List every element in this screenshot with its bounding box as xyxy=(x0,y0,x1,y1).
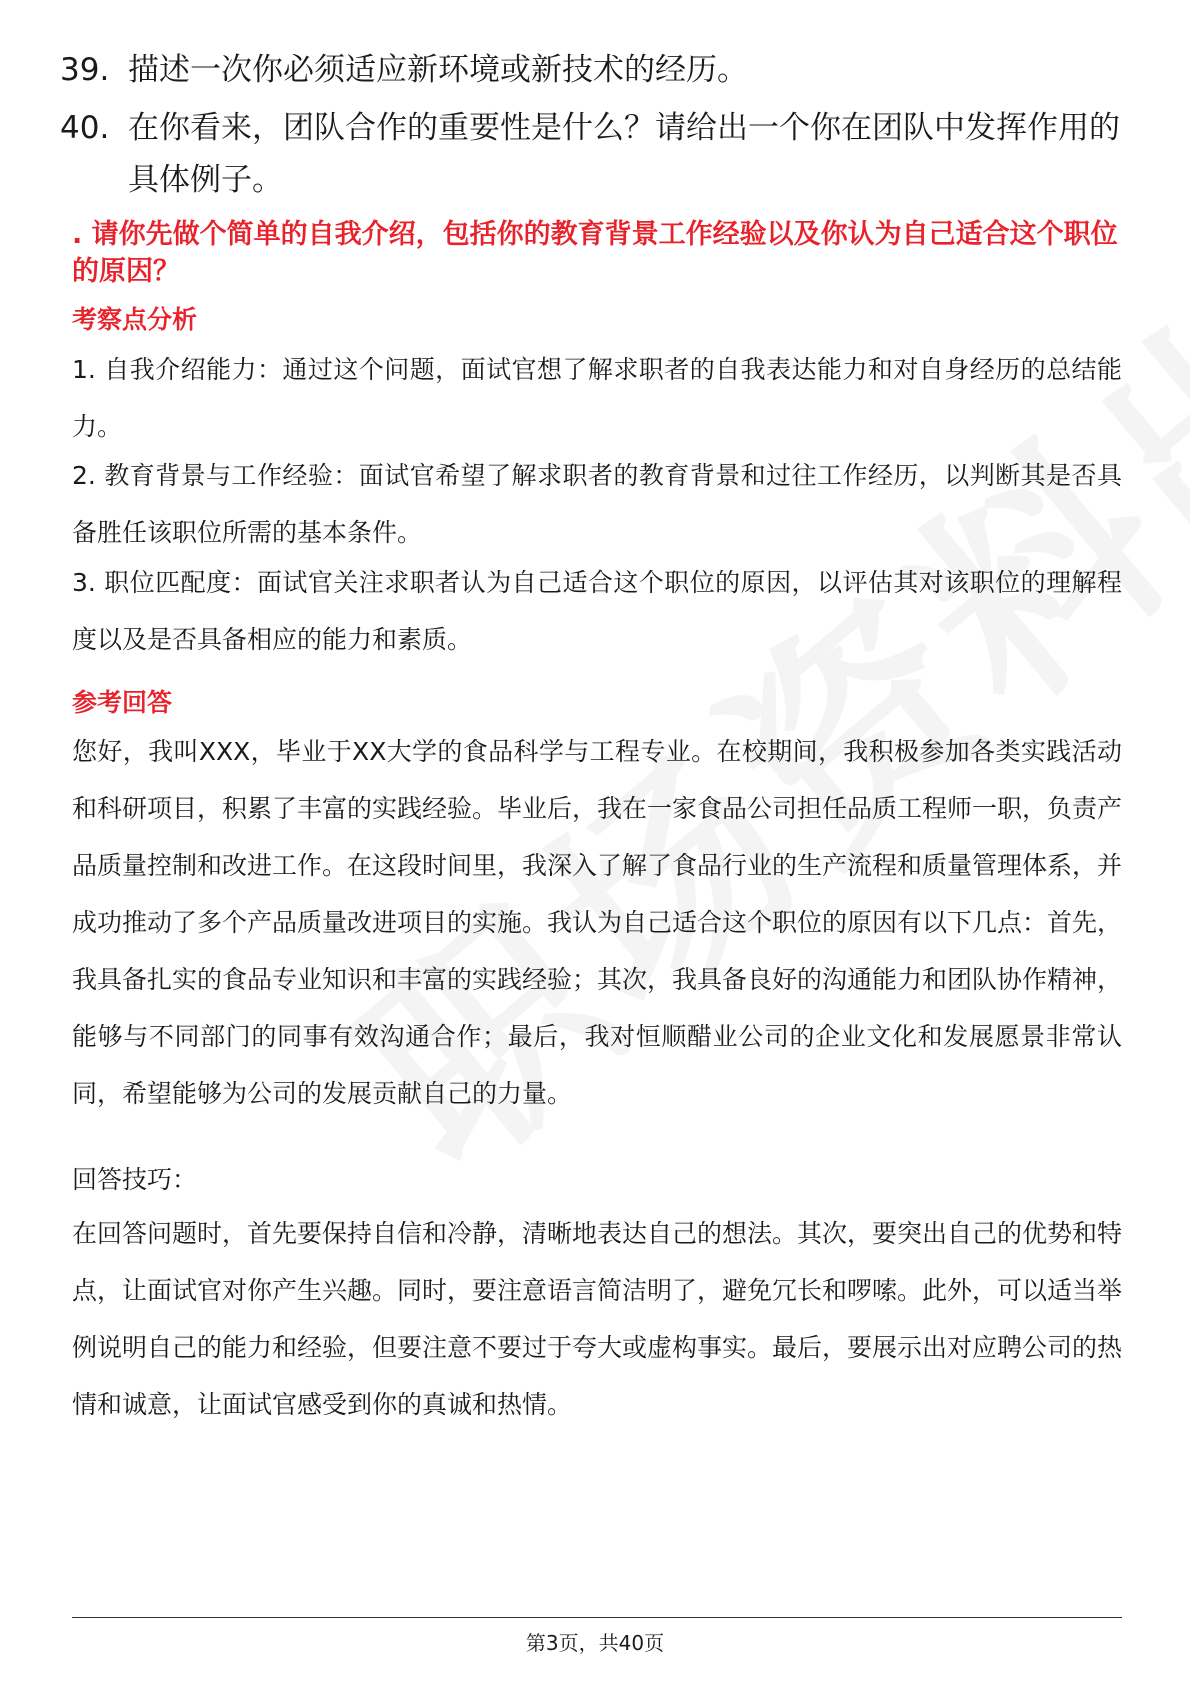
question-item-40 xyxy=(60,102,1120,206)
analysis-point-1: 1. 自我介绍能力：通过这个问题，面试官想了解求职者的自我表达能力和对自身经历的总结能力。 xyxy=(72,355,1122,441)
question-text: 描述一次你必须适应新环境或新技术的经历。 xyxy=(128,52,748,88)
footer-divider xyxy=(72,1617,1122,1618)
question-heading: . 请你先做个简单的自我介绍，包括你的教育背景工作经验以及你认为自己适合这个职位的原因？ xyxy=(72,219,1118,287)
tips-label: 回答技巧： xyxy=(72,1165,198,1194)
analysis-label: 考察点分析 xyxy=(72,305,198,334)
tips-paragraph: 在回答问题时，首先要保持自信和冷静，清晰地表达自己的想法。其次，要突出自己的优势和特点，让面试官对你产生兴趣。同时，要注意语言简洁明了，避免冗长和啰嗦。此外，可以适当举例说明自己的能力和经验，但要注意不要过于夸大或虚构事实。最后，要展示出对应聘公司的热情和诚意，让面试官感受到你的真诚和热情。 xyxy=(72,1219,1123,1419)
question-number: 40. xyxy=(60,110,110,146)
page-number: 第3页，共40页 xyxy=(525,1631,665,1655)
analysis-point-3: 3. 职位匹配度：面试官关注求职者认为自己适合这个职位的原因，以评估其对该职位的理解程度以及是否具备相应的能力和素质。 xyxy=(72,568,1122,654)
answer-label: 参考回答 xyxy=(72,688,173,717)
analysis-point-2: 2. 教育背景与工作经验：面试官希望了解求职者的教育背景和过往工作经历，以判断其是否具备胜任该职位所需的基本条件。 xyxy=(72,461,1122,547)
question-text: 在你看来，团队合作的重要性是什么？请给出一个你在团队中发挥作用的具体例子。 xyxy=(128,110,1120,198)
question-number: 39. xyxy=(60,52,110,88)
answer-paragraph: 您好，我叫XXX，毕业于XX大学的食品科学与工程专业。在校期间，我积极参加各类实践活动和科研项目，积累了丰富的实践经验。毕业后，我在一家食品公司担任品质工程师一职，负责产品质量控制和改进工作。在这段时间里，我深入了解了食品行业的生产流程和质量管理体系，并成功推动了多个产品质量改进项目的实施。我认为自己适合这个职位的原因有以下几点：首先，我具备扎实的食品专业知识和丰富的实践经验；其次，我具备良好的沟通能力和团队协作精神，能够与不同部门的同事有效沟通合作；最后，我对恒顺醋业公司的企业文化和发展愿景非常认同，希望能够为公司的发展贡献自己的力量。 xyxy=(72,737,1123,1108)
question-item-39 xyxy=(60,44,1120,96)
